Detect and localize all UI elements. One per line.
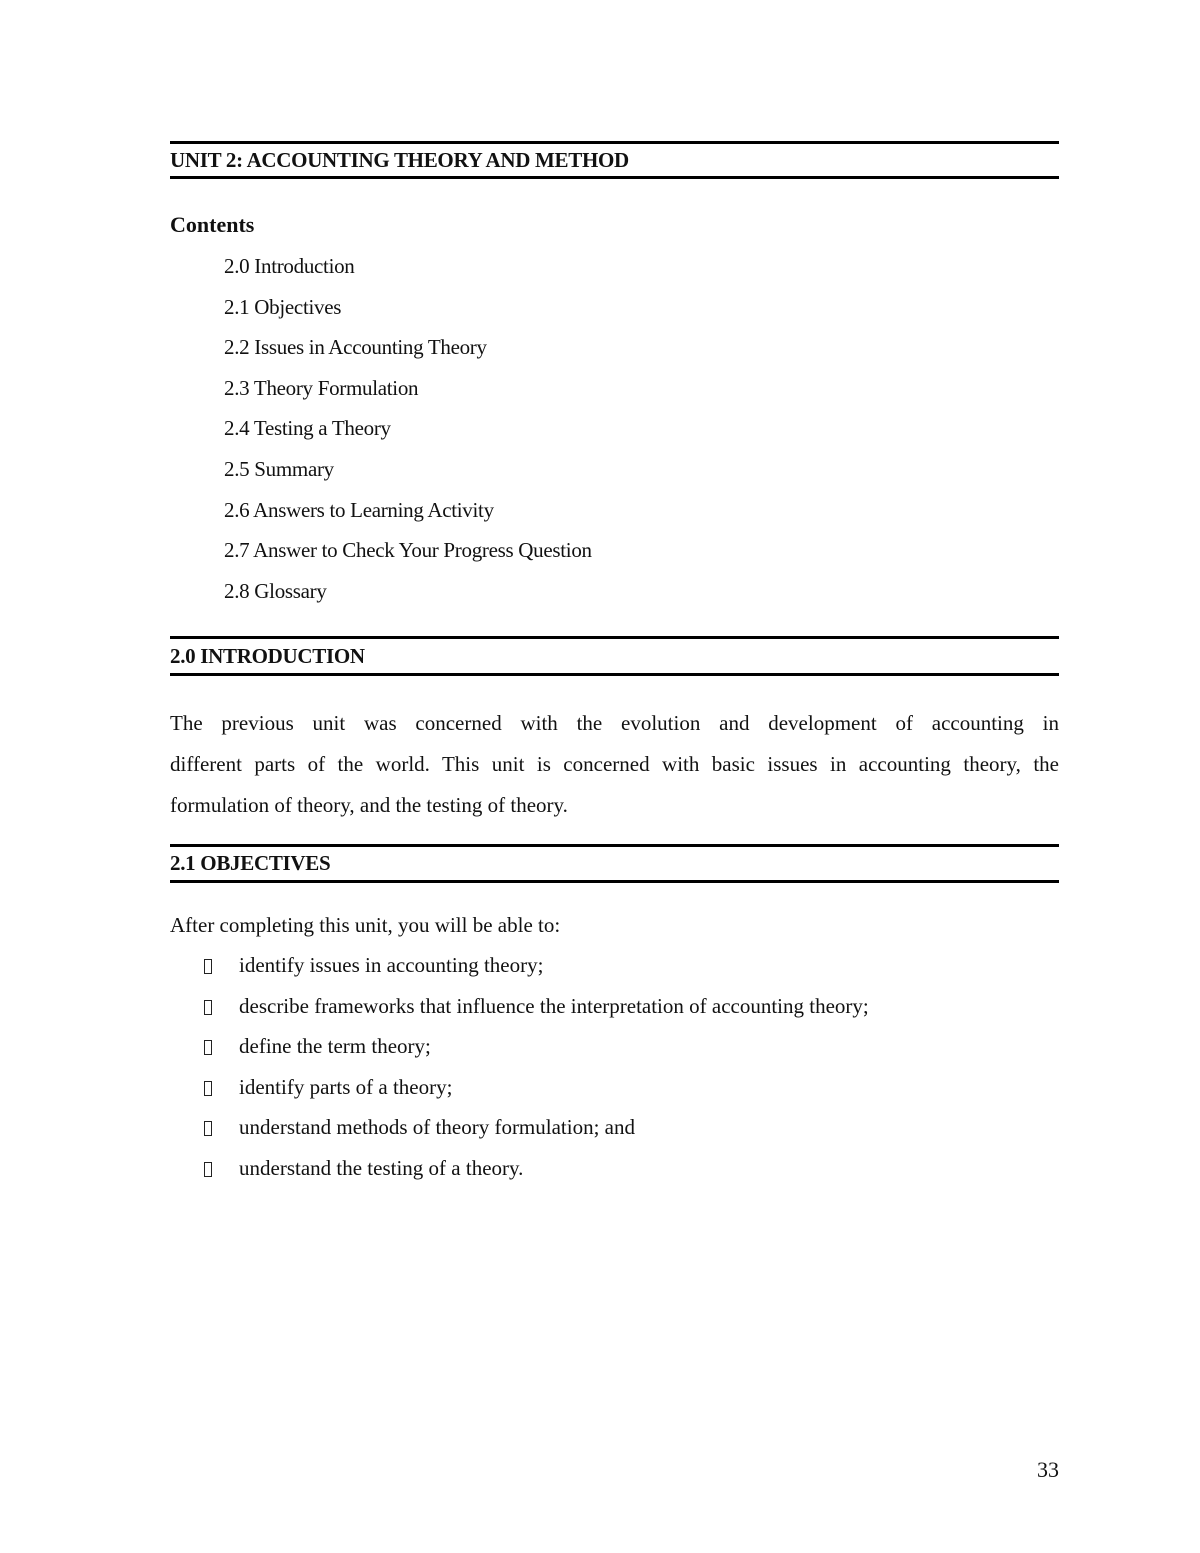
toc-item: 2.6 Answers to Learning Activity	[224, 497, 494, 522]
list-item	[204, 1034, 869, 1075]
checkbox-square-icon	[204, 1000, 212, 1015]
objectives-heading: 2.1 OBJECTIVES	[170, 851, 331, 875]
objectives-list	[204, 953, 869, 1197]
contents-title: Contents	[170, 212, 255, 237]
heading-rule-top	[170, 141, 1059, 144]
checkbox-square-icon	[204, 1121, 212, 1136]
toc-item: 2.5 Summary	[224, 456, 334, 481]
list-item	[204, 994, 869, 1035]
toc-item: 2.3 Theory Formulation	[224, 375, 419, 400]
checkbox-square-icon	[204, 1040, 212, 1055]
heading-rule-bottom	[170, 880, 1059, 883]
paragraph-line: The previous unit was concerned with the evolution and development of accounting in	[170, 711, 1059, 735]
checkbox-square-icon	[204, 1162, 212, 1177]
objectives-lead: After completing this unit, you will be able to:	[170, 913, 561, 937]
objectives-heading-block	[170, 844, 1059, 883]
list-item-text: identify parts of a theory;	[239, 1074, 453, 1099]
toc-item: 2.4 Testing a Theory	[224, 416, 391, 441]
toc-item: 2.7 Answer to Check Your Progress Question	[224, 538, 592, 563]
list-item-text: define the term theory;	[239, 1034, 431, 1059]
list-item-text: understand the testing of a theory.	[239, 1155, 524, 1180]
checkbox-square-icon	[204, 959, 212, 974]
introduction-heading-block	[170, 636, 1059, 676]
toc-item: 2.2 Issues in Accounting Theory	[224, 335, 487, 360]
heading-rule-bottom	[170, 673, 1059, 676]
introduction-heading: 2.0 INTRODUCTION	[170, 644, 365, 668]
page-number: 33	[1037, 1457, 1059, 1482]
list-item	[204, 1075, 869, 1116]
toc-item: 2.0 Introduction	[224, 254, 355, 278]
heading-rule-top	[170, 844, 1059, 847]
list-item	[204, 1156, 869, 1197]
heading-rule-top	[170, 636, 1059, 639]
list-item-text: identify issues in accounting theory;	[239, 953, 544, 977]
heading-rule-bottom	[170, 176, 1059, 179]
paragraph-line: formulation of theory, and the testing of theory.	[170, 793, 568, 817]
list-item-text: understand methods of theory formulation; and	[239, 1115, 635, 1140]
list-item	[204, 953, 869, 994]
unit-heading-block	[170, 141, 1059, 179]
toc-item: 2.1 Objectives	[224, 294, 342, 319]
list-item	[204, 1115, 869, 1156]
list-item-text: describe frameworks that influence the interpretation of accounting theory;	[239, 993, 869, 1018]
paragraph-line: different parts of the world. This unit is concerned with basic issues in accounting theory, the	[170, 752, 1059, 776]
unit-heading: UNIT 2: ACCOUNTING THEORY AND METHOD	[170, 148, 629, 172]
checkbox-square-icon	[204, 1081, 212, 1096]
table-of-contents	[224, 254, 592, 619]
toc-item: 2.8 Glossary	[224, 578, 327, 603]
introduction-paragraph	[170, 703, 1059, 826]
